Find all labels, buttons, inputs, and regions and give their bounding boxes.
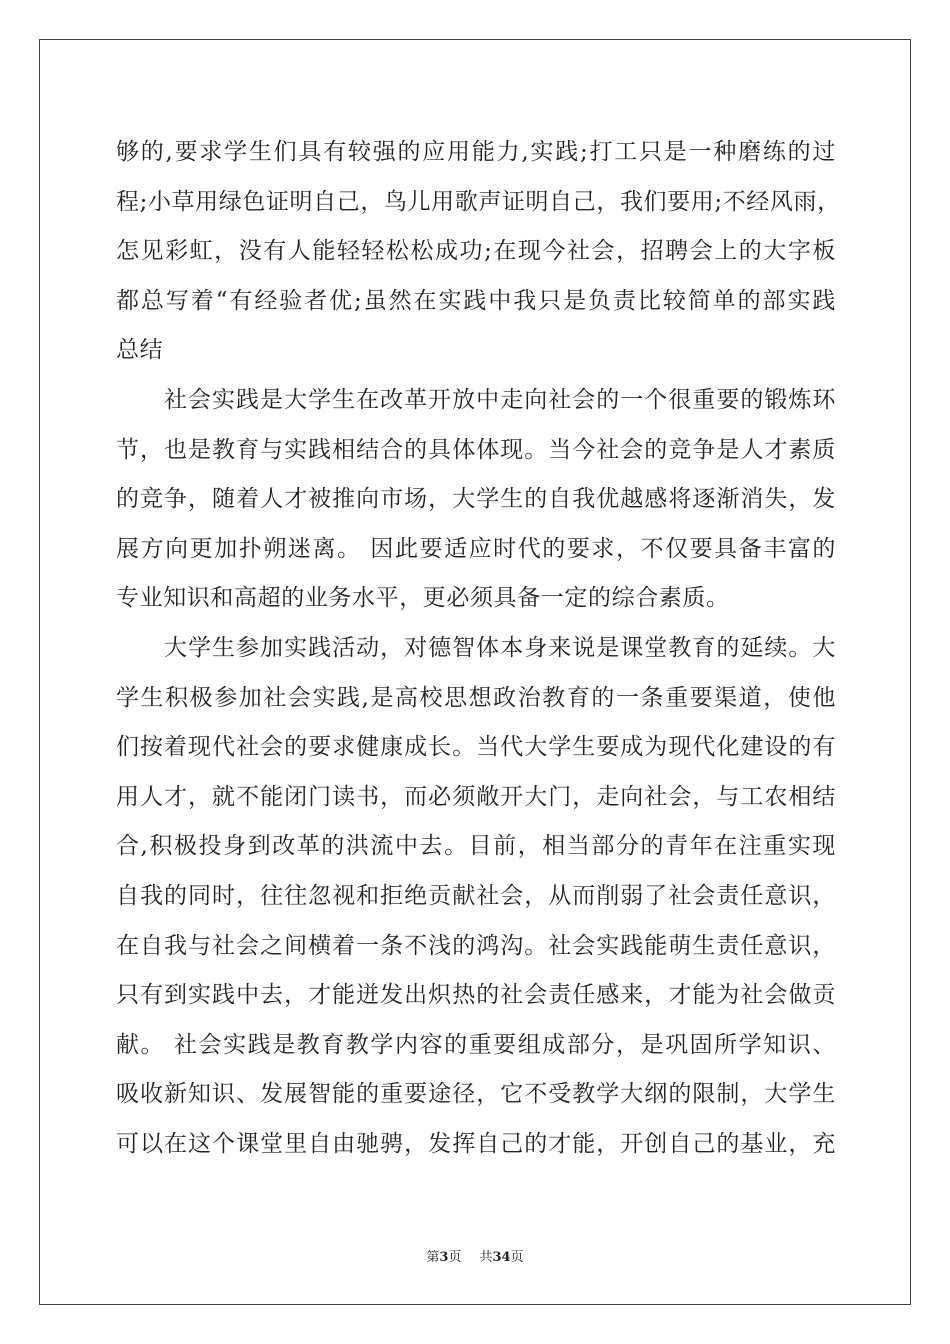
text-line: 展方向更加扑朔迷离。 因此要适应时代的要求，不仅要具备丰富的 (116, 535, 836, 562)
text-line: 都总写着“有经验者优;虽然在实践中我只是负责比较简单的部实践 (116, 287, 836, 314)
total-pages-indicator: 共34页 (479, 1250, 524, 1265)
total-pages: 34 (492, 1250, 511, 1265)
text-line: 们按着现代社会的要求健康成长。当代大学生要成为现代化建设的有 (116, 734, 836, 761)
page-indicator: 第3页 (426, 1250, 462, 1265)
text-line: 怎见彩虹，没有人能轻轻松松成功;在现今社会，招聘会上的大字板 (116, 238, 836, 265)
paragraph (116, 128, 841, 376)
text-line: 自我的同时，往往忽视和拒绝贡献社会，从而削弱了社会责任意识， (116, 882, 836, 909)
text-line: 大学生参加实践活动，对德智体本身来说是课堂教育的延续。大 (164, 634, 836, 661)
text-line: 节，也是教育与实践相结合的具体体现。当今社会的竞争是人才素质 (116, 436, 836, 463)
text-line: 用人才，就不能闭门读书，而必须敞开大门，走向社会，与工农相结 (116, 783, 836, 810)
text-line: 献。 社会实践是教育教学内容的重要组成部分，是巩固所学知识、 (116, 1031, 836, 1058)
paragraph (116, 376, 836, 624)
page-number: 3 (439, 1250, 449, 1265)
text-line: 可以在这个课堂里自由驰骋，发挥自己的才能，开创自己的基业，充 (116, 1130, 836, 1157)
text-line: 只有到实践中去，才能迸发出炽热的社会责任感来，才能为社会做贡 (116, 982, 836, 1009)
text-line: 总结 (116, 337, 164, 364)
text-line: 合,积极投身到改革的洪流中去。目前，相当部分的青年在注重实现 (116, 833, 836, 860)
text-line: 专业知识和高超的业务水平，更必须具备一定的综合素质。 (116, 585, 730, 612)
text-line: 吸收新知识、发展智能的重要途径，它不受教学大纲的限制，大学生 (116, 1081, 836, 1108)
text-line: 够的,要求学生们具有较强的应用能力,实践;打工只是一种磨练的过 (116, 139, 836, 165)
page-footer (0, 1246, 950, 1265)
paragraph (116, 624, 836, 1170)
text-line: 在自我与社会之间横着一条不浅的鸿沟。社会实践能萌生责任意识， (116, 932, 836, 959)
text-line: 的竞争，随着人才被推向市场，大学生的自我优越感将逐渐消失，发 (116, 486, 836, 513)
text-line: 学生积极参加社会实践,是高校思想政治教育的一条重要渠道，使他 (116, 684, 836, 711)
text-line: 程;小草用绿色证明自己，鸟儿用歌声证明自己，我们要用;不经风雨， (116, 188, 841, 215)
document-body (116, 128, 841, 1169)
text-line: 社会实践是大学生在改革开放中走向社会的一个很重要的锻炼环 (164, 386, 836, 413)
